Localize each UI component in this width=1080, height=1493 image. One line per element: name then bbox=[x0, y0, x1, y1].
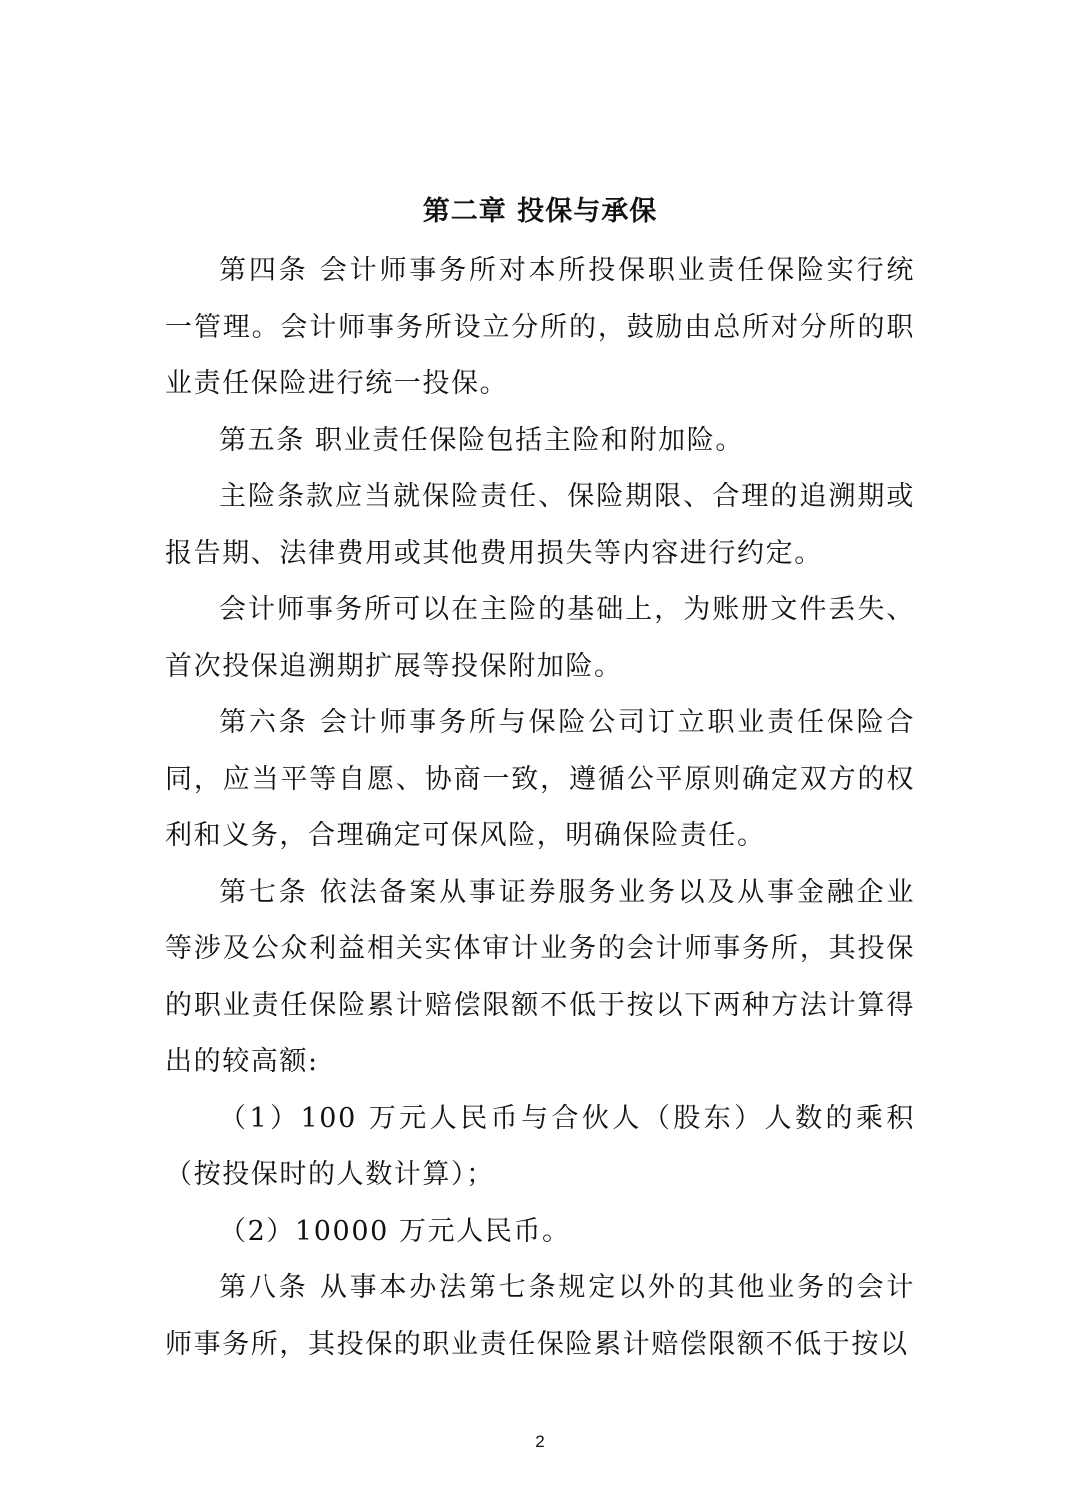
article-6-paragraph: 第六条 会计师事务所与保险公司订立职业责任保险合同，应当平等自愿、协商一致，遵循公平原则确定双方的权利和义务，合理确定可保风险，明确保险责任。 bbox=[165, 707, 915, 851]
article-7-paragraph: 第七条 依法备案从事证券服务业务以及从事金融企业等涉及公众利益相关实体审计业务的会计师事务所，其投保的职业责任保险累计赔偿限额不低于按以下两种方法计算得出的较高额: bbox=[165, 876, 915, 1077]
method-1-paragraph: （1）100 万元人民币与合伙人（股东）人数的乘积（按投保时的人数计算）； bbox=[165, 1102, 915, 1190]
chapter-title: 第二章 投保与承保 bbox=[422, 196, 658, 227]
article-5-paragraph: 第五条 职业责任保险包括主险和附加险。 bbox=[219, 424, 744, 456]
page-number: 2 bbox=[535, 1432, 545, 1451]
additional-insurance-paragraph: 会计师事务所可以在主险的基础上，为账册文件丢失、首次投保追溯期扩展等投保附加险。 bbox=[165, 594, 915, 682]
article-4-paragraph: 第四条 会计师事务所对本所投保职业责任保险实行统一管理。会计师事务所设立分所的，鼓励由总所对分所的职业责任保险进行统一投保。 bbox=[165, 255, 915, 399]
article-8-paragraph: 第八条 从事本办法第七条规定以外的其他业务的会计师事务所，其投保的职业责任保险累计赔偿限额不低于按以 bbox=[165, 1272, 915, 1360]
document-body bbox=[165, 243, 915, 1373]
method-2-paragraph: （2）10000 万元人民币。 bbox=[219, 1215, 571, 1247]
main-insurance-terms-paragraph: 主险条款应当就保险责任、保险期限、合理的追溯期或报告期、法律费用或其他费用损失等内容进行约定。 bbox=[165, 481, 915, 569]
